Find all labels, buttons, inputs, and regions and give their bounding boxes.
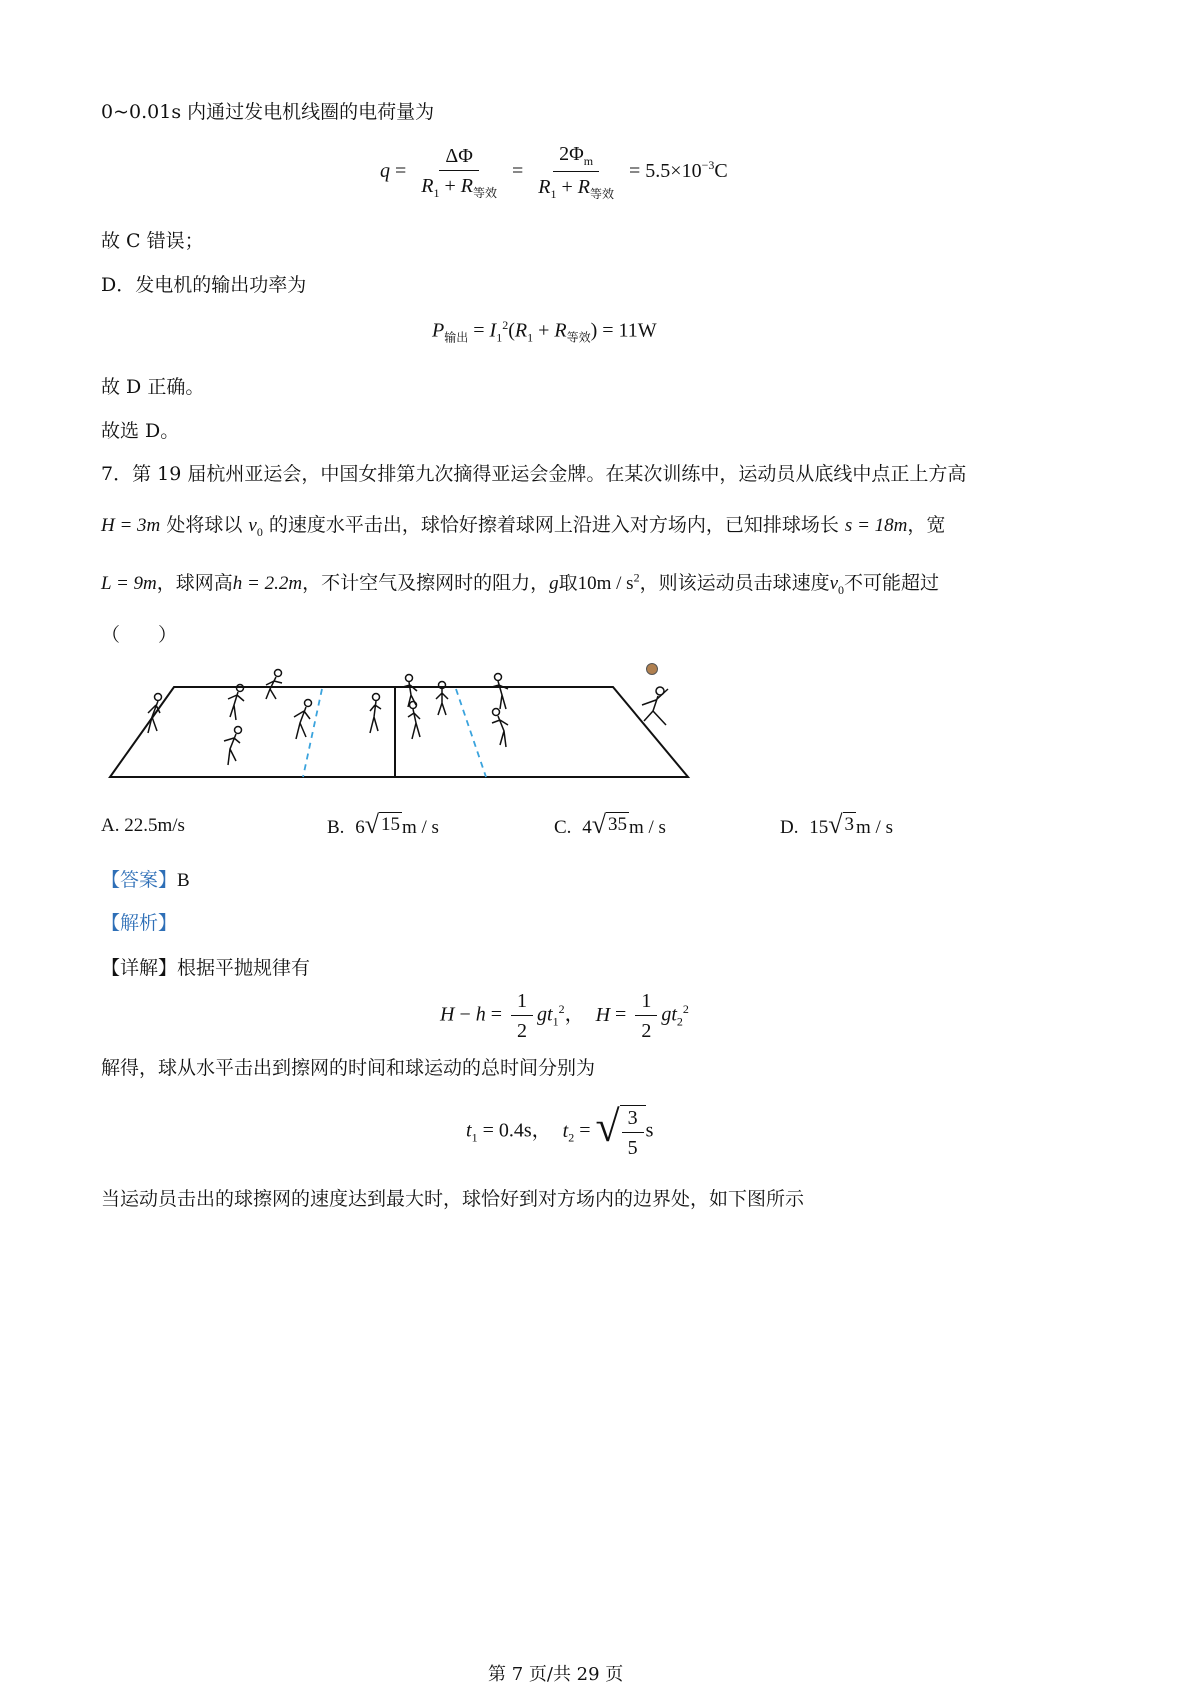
text-line: 故 C 错误； bbox=[101, 230, 204, 252]
detail-line: 【详解】根据平抛规律有 bbox=[101, 957, 311, 979]
player-figure bbox=[408, 702, 420, 740]
charge-formula: q = $\frac{\Delta\Phi}{R_1 + R_{等效}}$ = $\frac{2\Phi_m}{R_1 + R_{等效}}$ = $5.5\times 10^{-3}C$ bbox=[380, 143, 728, 202]
option-a[interactable]: A. 22.5m/s bbox=[101, 815, 185, 836]
volleyball bbox=[647, 664, 658, 675]
option-d[interactable]: D. 15 √ 3 m / s bbox=[780, 810, 893, 839]
court-outline bbox=[110, 687, 688, 777]
text-line: 故 D 正确。 bbox=[101, 376, 205, 398]
volleyball-court-figure bbox=[100, 655, 700, 785]
attack-line-left bbox=[303, 689, 322, 777]
player-figure bbox=[294, 700, 312, 740]
server-figure bbox=[642, 687, 668, 725]
player-figure bbox=[266, 670, 282, 700]
time-formula: $t_1 = 0.4s$， $t_2$ = √ $\frac{3}{5}$ s bbox=[466, 1102, 654, 1159]
power-formula: $P_{输出} = I_1^2(R_1 + R_{等效}) = 11W$ bbox=[432, 318, 657, 345]
question-7-line-3: L = 9m，球网高h = 2.2m，不计空气及擦网时的阻力，g取$10m / s^2$，则该运动员击球速度$v_0$不可能超过 bbox=[101, 570, 940, 597]
text-line: 故选 D。 bbox=[101, 420, 180, 442]
question-7-line-2: H = 3m 处将球以 $v_0$ 的速度水平击出，球恰好擦着球网上沿进入对方场内，已知排球场长 s = 18m，宽 bbox=[101, 514, 946, 539]
last-line: 当运动员击出的球擦网的速度达到最大时，球恰好到对方场内的边界处，如下图所示 bbox=[101, 1188, 805, 1210]
option-b[interactable]: B. 6 √ 15 m / s bbox=[327, 810, 439, 839]
answer-paren: （ ） bbox=[101, 624, 178, 646]
option-c[interactable]: C. 4 √ 35 m / s bbox=[554, 810, 666, 839]
text-line: D．发电机的输出功率为 bbox=[101, 274, 307, 296]
text-line: 0~0.01s 内通过发电机线圈的电荷量为 bbox=[101, 101, 435, 123]
player-figure bbox=[492, 709, 508, 748]
analysis-tag: 【解析】 bbox=[101, 912, 178, 934]
question-7-line-1: 7．第 19 届杭州亚运会，中国女排第九次摘得亚运会金牌。在某次训练中，运动员从底线中点正上方高 bbox=[101, 463, 967, 485]
player-figure bbox=[224, 727, 242, 766]
player-figure bbox=[370, 694, 381, 734]
attack-line-right bbox=[456, 689, 486, 777]
player-figure bbox=[228, 685, 244, 721]
page-footer: 第 7 页/共 29 页 bbox=[488, 1664, 624, 1685]
answer-line: 【答案】B bbox=[101, 869, 190, 891]
player-figure bbox=[492, 674, 508, 710]
projectile-formula: H − h = $\frac{1}{2}$ $gt_1^2$， H = $\frac{1}{2}$ $gt_2^2$ bbox=[440, 990, 689, 1042]
solved-line: 解得，球从水平击出到擦网的时间和球运动的总时间分别为 bbox=[101, 1057, 596, 1079]
